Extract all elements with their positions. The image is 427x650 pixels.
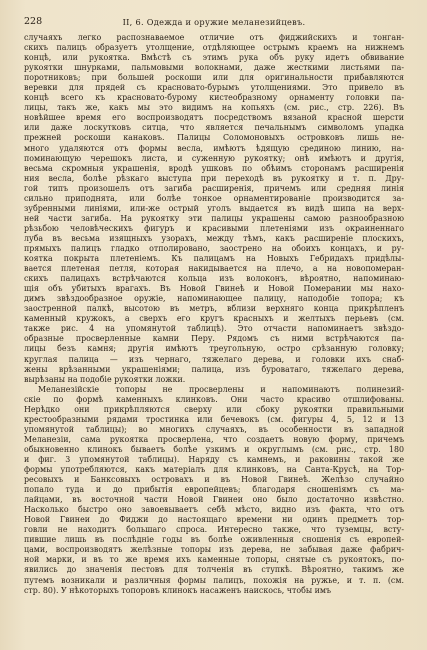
text-line: Новой Гвинеи до Фиджи до настоящаго времени ни одинъ предметъ тор- [24, 515, 404, 525]
text-line: крестообразными рядами тростинка или бечевокъ (см. фигуры 4, 5, 12 и 13 [24, 414, 404, 424]
text-line: и фиг. 3 упомянутой таблицы). Наряду съ камнемъ, и раковины такой же [24, 454, 404, 464]
text-line: коятка покрыта плетеніемъ. Къ палицамъ на Новыхъ Гебридахъ придѣлы- [24, 254, 404, 264]
text-line: поротниковъ; при большей роскоши или для оригинальности прибавляются [24, 73, 404, 83]
text-line: каменный кружокъ, а сверхъ его кругъ красныхъ и желтыхъ перьевъ (см. [24, 314, 404, 324]
text-line: гой типъ произошелъ отъ загиба расширенія, причемъ или средняя линія [24, 183, 404, 193]
text-line: весьма скромныя украшенія, вродѣ ушковъ по обѣимъ сторонамъ расширенія [24, 163, 404, 173]
text-line: лицы безъ камня; другія имѣютъ треугольную, остро срѣзанную головку; [24, 344, 404, 354]
text-line: новѣйшее время его воспроизводятъ посредствомъ вязаной красной шерсти [24, 113, 404, 123]
text-line: много удаляются отъ формы весла, имѣютъ ѣдящую срединою линию, на- [24, 143, 404, 153]
text-line: ней части загиба. На рукоятку эти палицы украшены самою разнообразною [24, 213, 404, 223]
text-line: цами, воспроизводятъ желѣзные топоры изъ дерева, не забывая даже фабрич- [24, 545, 404, 555]
text-line: ния весла, болѣе рѣзкаго выступа при переходѣ въ рукоятку и т. п. Дру- [24, 173, 404, 183]
text-line: вается плетеная петля, которая накидывается на плечо, а на новопомеран- [24, 264, 404, 274]
text-line: сильно приподнята, или болѣе тонкое орнаментированіе производится за- [24, 193, 404, 203]
text-line: обыкновенно клинокъ бываетъ болѣе узкимъ и округлымъ (см. рис., стр. 180 [24, 444, 404, 454]
text-line: димъ звѣздообразное оружіе, напоминающее палицу, наподобіе топора; къ [24, 294, 404, 304]
text-line: говли не находитъ большаго спроса. Интересно также, что туземцы, всту- [24, 525, 404, 535]
text-line: поминающую черешокъ листа, и суженную рукоятку; онѣ имѣютъ и другія, [24, 153, 404, 163]
text-line: веревки для прядей съ красновато-бурымъ утолщениями. Это привело въ [24, 83, 404, 93]
text-line: образные просверленные камни Перу. Рядомъ съ ними встрѣчаются па- [24, 334, 404, 344]
text-line: лайцами, въ восточной части Новой Гвинеи оно было достаточно извѣстно. [24, 495, 404, 505]
text-line: Меланезіи, сама рукоятка просверлена, что создаетъ новую форму, причемъ [24, 434, 404, 444]
text-line: круглая палица — изъ чернаго, тяжелаго дерева, и головки ихъ снаб- [24, 354, 404, 364]
text-line: также рис. 4 на упомянутой таблицѣ). Это отчасти напоминаетъ звѣздо- [24, 324, 404, 334]
text-line: ной марки, и въ то же время ихъ каменные топоры, снятые съ рукоятокъ, по- [24, 555, 404, 565]
text-line: Нерѣдко они прикрѣпляются сверху или сбоку рукоятки правильными [24, 404, 404, 414]
text-line: концѣ, или рукоятка. Вмѣстѣ съ этимъ рука объ руку идетъ обвивание [24, 53, 404, 63]
text-line: явились до значенія пестовъ для толченія въ ступкѣ. Вѣроятно, такимъ же [24, 565, 404, 575]
text-line: лицы, такъ же, какъ мы это видимъ на копьяхъ (см. рис., стр. 226). Въ [24, 103, 404, 113]
text-line: концѣ всего къ красновато-бурому кистеобразному орнаменту головки па- [24, 93, 404, 103]
text-line: случаяхъ легко распознаваемое отличие отъ фиджийскихъ и тонган- [24, 33, 404, 42]
text-line: формы употребляются, какъ матеріалъ для клинковъ, на Санта-Крусѣ, на Тор- [24, 465, 404, 475]
text-line: скіе по формѣ каменныхъ клинковъ. Они часто красиво отшлифованы. [24, 394, 404, 404]
text-line: Насколько быстро оно завоевываетъ себѣ мѣсто, видно изъ факта, что отъ [24, 505, 404, 515]
text-line: путемъ возникали и различныя формы палицъ, похожія на ружье, и т. п. (см. [24, 575, 404, 585]
text-line: пившие лишь въ послѣдніе годы въ болѣе оживленныя сношенія съ европей- [24, 535, 404, 545]
text-line: упомянутой таблицы); во многихъ случаяхъ, въ особенности въ западной [24, 424, 404, 434]
text-line: жены врѣзанными украшеніями; палица, изъ буроватаго, тяжелаго дерева, [24, 364, 404, 374]
text-line: щія объ убитыхъ врагахъ. Въ Новой Гвинеѣ и Новой Померании мы нахо- [24, 284, 404, 294]
text-line: стр. 80). У нѣкоторыхъ топоровъ клинокъ насаженъ наискось, чтобы имъ [24, 585, 332, 595]
page-number: 228 [24, 16, 43, 27]
text-line: луба въ весьма изящныхъ узорахъ, между тѣмъ, какъ расширеніе плоскихъ, [24, 233, 404, 243]
text-line: рѣзьбою человѣческихъ фигуръ и красивыми плетеніями изъ окраиненнаго [24, 223, 404, 233]
text-line: Меланезійскіе топоры не просверлены и напоминаютъ полинезий- [38, 384, 404, 394]
text-line: заостренной палкѣ, высотою въ метръ, вблизи верхняго конца прикрѣпленъ [24, 304, 404, 314]
text-line: зубренными линіями, или-же острый уголъ выдается въ видѣ шипа на верх- [24, 203, 404, 213]
body-text [24, 33, 404, 596]
text-line: прямыхъ палицъ гладко отполировано, заострено на обоихъ концахъ, и ру- [24, 243, 404, 253]
page-header [24, 15, 404, 29]
text-line: ресовыхъ и Банксовыхъ островахъ и въ Новой Гвинеѣ. Желѣзо случайно [24, 475, 404, 485]
text-line: вырѣзаны на подобіе рукоятки ложки. [24, 374, 186, 384]
running-head: II, 6. Одежда и оружие меланезийцевъ. [122, 17, 306, 27]
text-line: рукоятки шнурками, пальмовыми волокнами, даже жесткими листьями па- [24, 63, 404, 73]
text-line: или даже лоскутковъ ситца, что является печальнымъ символомъ упадка [24, 123, 404, 133]
text-line: прежней роскоши канаковъ. Палицы Соломоновыхъ островковъ лишь не- [24, 133, 404, 143]
text-line: скихъ палицахъ встрѣчаются кольца изъ волоконъ, вѣроятно, напоминаю- [24, 274, 404, 284]
text-line: скихъ палицъ образуетъ утолщение, отдѣляющее острымъ краемъ на нижнемъ [24, 43, 404, 53]
text-line: попало туда и до прибытія европейцевъ; благодаря сношеніямъ съ ма- [24, 485, 404, 495]
